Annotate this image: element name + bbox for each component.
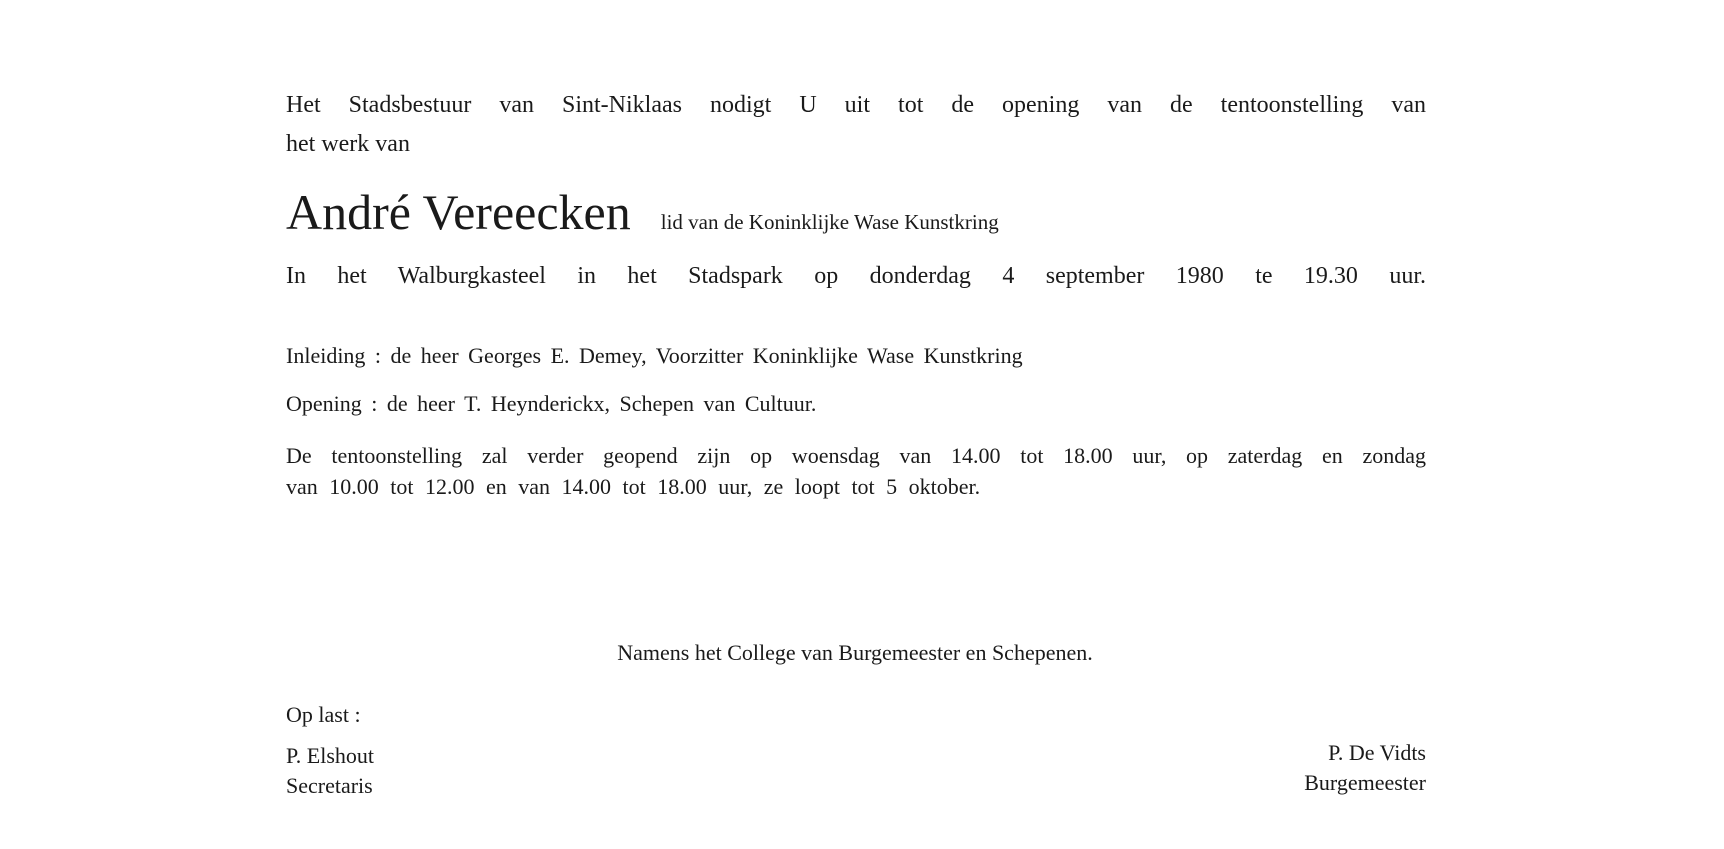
hours-line-1: De tentoonstelling zal verder geopend zijn op woensdag van 14.00 tot 18.00 uur, op zaterdag en zondag xyxy=(286,443,1426,468)
hours-line-2: van 10.00 tot 12.00 en van 14.00 tot 18.00 uur, ze loopt tot 5 oktober. xyxy=(286,474,981,499)
on-behalf-line: Namens het College van Burgemeester en Schepenen. xyxy=(617,640,1093,665)
introduction-line: Inleiding : de heer Georges E. Demey, Voorzitter Koninklijke Wase Kunstkring xyxy=(286,343,1023,368)
mayor-title: Burgemeester xyxy=(1304,770,1426,795)
secretary-name: P. Elshout xyxy=(286,743,375,768)
artist-name: André Vereecken xyxy=(286,184,631,240)
by-order-label: Op last : xyxy=(286,702,361,727)
artist-affiliation: lid van de Koninklijke Wase Kunstkring xyxy=(660,210,999,234)
intro-line-1: Het Stadsbestuur van Sint-Niklaas nodigt U uit tot de opening van de tentoonstelling van xyxy=(286,92,1426,118)
intro-line-2: het werk van xyxy=(286,131,410,157)
secretary-title: Secretaris xyxy=(286,773,373,798)
venue-line: In het Walburgkasteel in het Stadspark op donderdag 4 september 1980 te 19.30 uur. xyxy=(286,263,1426,289)
opening-line: Opening : de heer T. Heynderickx, Schepen van Cultuur. xyxy=(286,391,817,416)
mayor-name: P. De Vidts xyxy=(1328,740,1426,765)
artist-heading xyxy=(286,184,999,240)
